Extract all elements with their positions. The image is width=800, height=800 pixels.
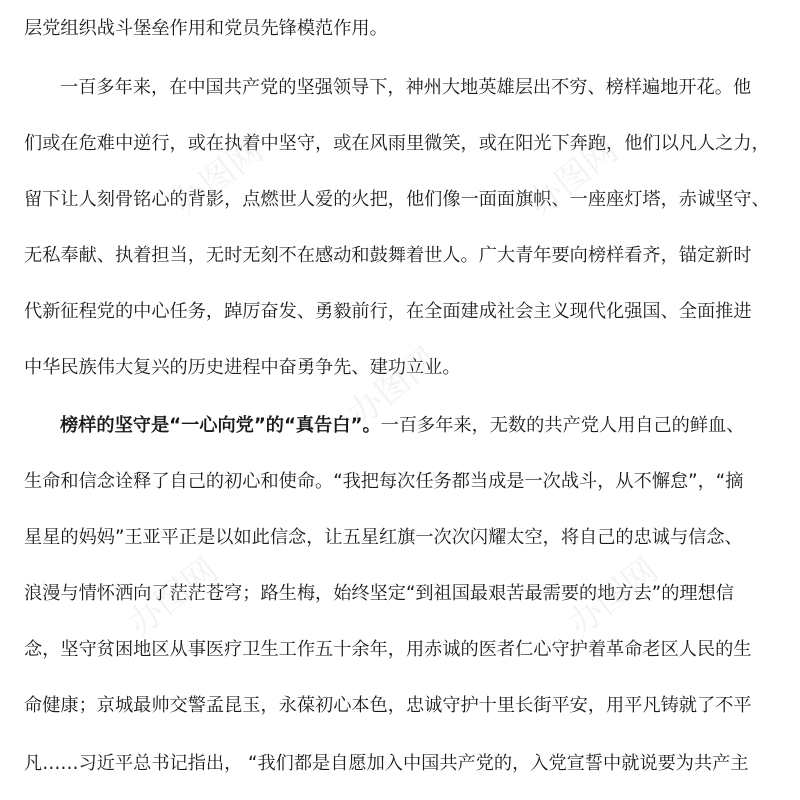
watermark: 办图网 [560,550,666,645]
bold-lead: 榜样的坚守是“一心向党”的“真告白”。 [60,415,381,436]
watermark: 办图网 [120,550,226,645]
paragraph-line: 无私奉献、执着担当，无时无刻不在感动和鼓舞着世人。广大青年要向榜样看齐，锚定新时 [24,245,752,266]
watermark: 办图网 [165,130,271,225]
paragraph-line: 中华民族伟大复兴的历史进程中奋勇争先、建功立业。 [24,357,461,378]
watermark: 办图网 [520,130,626,225]
paragraph-line [24,413,780,439]
paragraph-line: 们或在危难中逆行，或在执着中坚守，或在风雨里微笑，或在阳光下奔跑，他们以凡人之力， [24,133,770,154]
paragraph-line: 生命和信念诠释了自己的初心和使命。“我把每次任务都当成是一次战斗，从不懈怠”，“摘 [24,471,744,492]
paragraph-line: 层党组织战斗堡垒作用和党员先锋模范作用。 [24,18,388,39]
paragraph-line: 代新征程党的中心任务，踔厉奋发、勇毅前行，在全面建成社会主义现代化强国、全面推进 [24,301,752,322]
paragraph-line: 凡……习近平总书记指出， “我们都是自愿加入中国共产党的，入党宣誓中就说要为共产主 [24,753,749,774]
paragraph-line: 留下让人刻骨铭心的背影，点燃世人爱的火把，他们像一面面旗帜、一座座灯塔，赤诚坚守、 [24,189,770,210]
paragraph-text: 一百多年来，无数的共产党人用自己的鲜血、 [380,415,745,436]
paragraph-line: 命健康；京城最帅交警孟昆玉，永葆初心本色，忠诚守护十里长街平安，用平凡铸就了不平 [24,695,752,716]
paragraph-line: 浪漫与情怀洒向了茫茫苍穹；路生梅，始终坚定“到祖国最艰苦最需要的地方去”的理想信 [24,583,734,604]
paragraph-line: 星星的妈妈”王亚平正是以如此信念，让五星红旗一次次闪耀太空，将自己的忠诚与信念、 [24,527,743,548]
watermark: 办图网 [340,340,446,435]
paragraph-line: 一百多年来，在中国共产党的坚强领导下，神州大地英雄层出不穷、榜样遍地开花。他 [60,77,752,98]
paragraph-line: 念，坚守贫困地区从事医疗卫生工作五十余年，用赤诚的医者仁心守护着革命老区人民的生 [24,639,752,660]
